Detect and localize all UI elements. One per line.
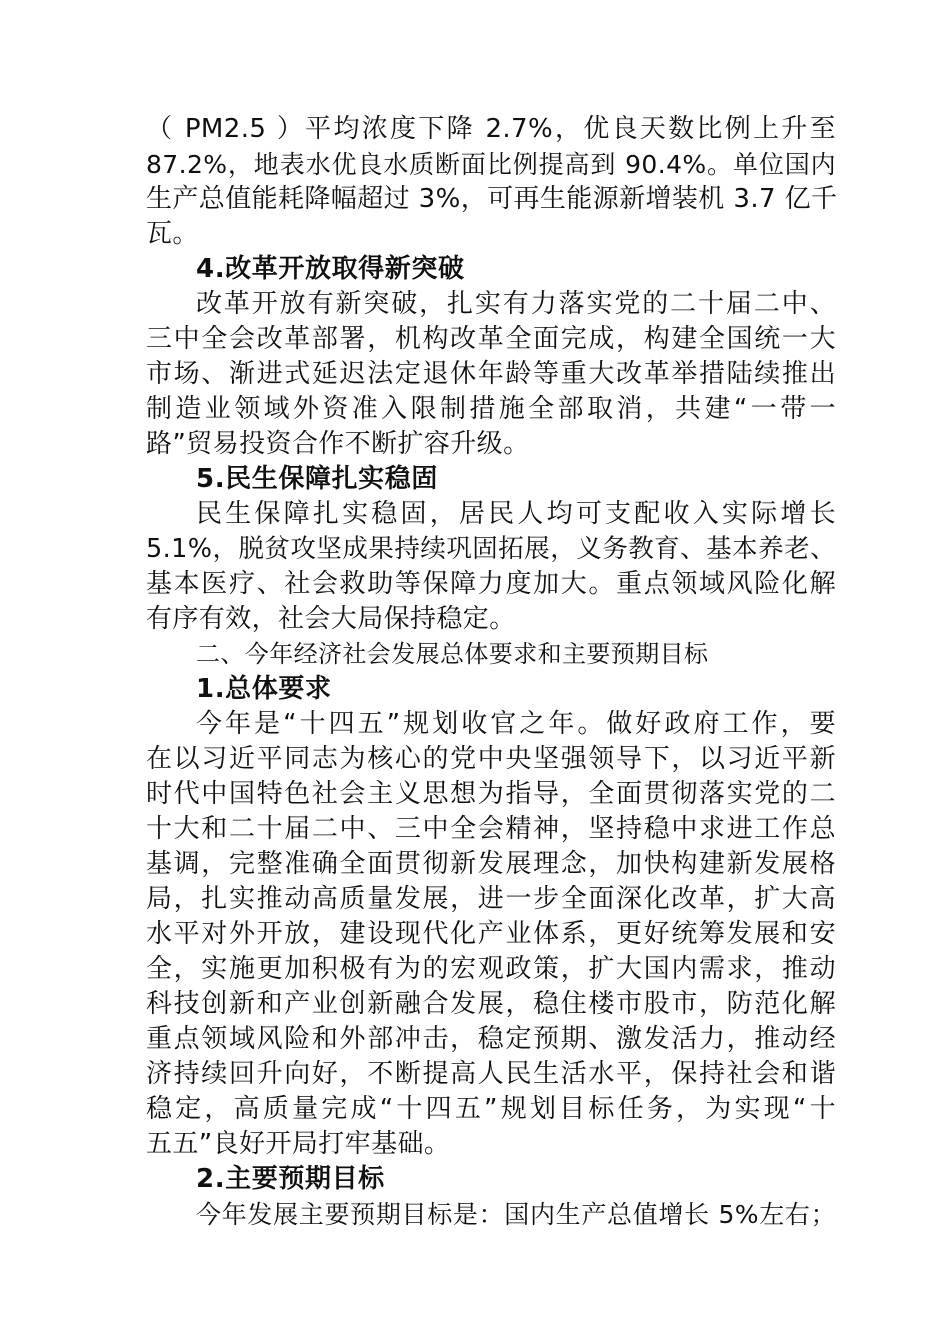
paragraph-line: 路”贸易投资合作不断扩容升级。 — [146, 429, 530, 459]
document-body — [146, 112, 836, 1232]
paragraph-line: 今年发展主要预期目标是：国内生产总值增长 5%左右； — [196, 1200, 836, 1229]
paragraph-line: 今年是“十四五”规划收官之年。做好政府工作，要 — [196, 709, 836, 739]
paragraph-line: 制造业领域外资准入限制措施全部取消，共建“一带一 — [146, 394, 836, 424]
paragraph-line: 87.2%，地表水优良水质断面比例提高到 90.4%。单位国内 — [146, 150, 836, 179]
paragraph-line: 济持续回升向好，不断提高人民生活水平，保持社会和谐 — [146, 1059, 836, 1089]
paragraph-line: 5.1%，脱贫攻坚成果持续巩固拓展，义务教育、基本养老、 — [146, 534, 836, 564]
paragraph-line: （ PM2.5 ）平均浓度下降 2.7%，优良天数比例上升至 — [146, 114, 836, 144]
section-heading: 2.主要预期目标 — [196, 1164, 385, 1194]
paragraph-line: 重点领域风险和外部冲击，稳定预期、激发活力，推动经 — [146, 1024, 836, 1054]
section-heading: 4.改革开放取得新突破 — [196, 254, 465, 284]
paragraph-line: 局，扎实推动高质量发展，进一步全面深化改革，扩大高 — [146, 884, 836, 914]
paragraph-line: 基调，完整准确全面贯彻新发展理念，加快构建新发展格 — [146, 849, 836, 879]
paragraph-line: 生产总值能耗降幅超过 3%，可再生能源新增装机 3.7 亿千 — [146, 184, 838, 214]
paragraph-line: 基本医疗、社会救助等保障力度加大。重点领域风险化解 — [146, 569, 836, 599]
paragraph-line: 改革开放有新突破，扎实有力落实党的二十届二中、 — [196, 289, 836, 319]
paragraph-line: 瓦。 — [146, 219, 199, 249]
chapter-heading: 二、今年经济社会发展总体要求和主要预期目标 — [196, 640, 709, 668]
paragraph-line: 时代中国特色社会主义思想为指导，全面贯彻落实党的二 — [146, 779, 836, 809]
paragraph-line: 民生保障扎实稳固，居民人均可支配收入实际增长 — [196, 499, 836, 529]
paragraph-line: 有序有效，社会大局保持稳定。 — [146, 604, 516, 634]
paragraph-line: 在以习近平同志为核心的党中央坚强领导下，以习近平新 — [146, 744, 836, 774]
paragraph-line: 市场、渐进式延迟法定退休年龄等重大改革举措陆续推出 — [146, 359, 836, 389]
paragraph-line: 全，实施更加积极有为的宏观政策，扩大国内需求，推动 — [146, 954, 836, 984]
paragraph-line: 稳定，高质量完成“十四五”规划目标任务，为实现“十 — [146, 1094, 836, 1124]
paragraph-line: 五五”良好开局打牢基础。 — [146, 1129, 451, 1159]
paragraph-line: 三中全会改革部署，机构改革全面完成，构建全国统一大 — [146, 324, 836, 354]
paragraph-line: 科技创新和产业创新融合发展，稳住楼市股市，防范化解 — [146, 989, 836, 1019]
section-heading: 5.民生保障扎实稳固 — [196, 464, 438, 494]
paragraph-line: 十大和二十届二中、三中全会精神，坚持稳中求进工作总 — [146, 814, 836, 844]
section-heading: 1.总体要求 — [196, 674, 332, 704]
paragraph-line: 水平对外开放，建设现代化产业体系，更好统筹发展和安 — [146, 919, 836, 949]
